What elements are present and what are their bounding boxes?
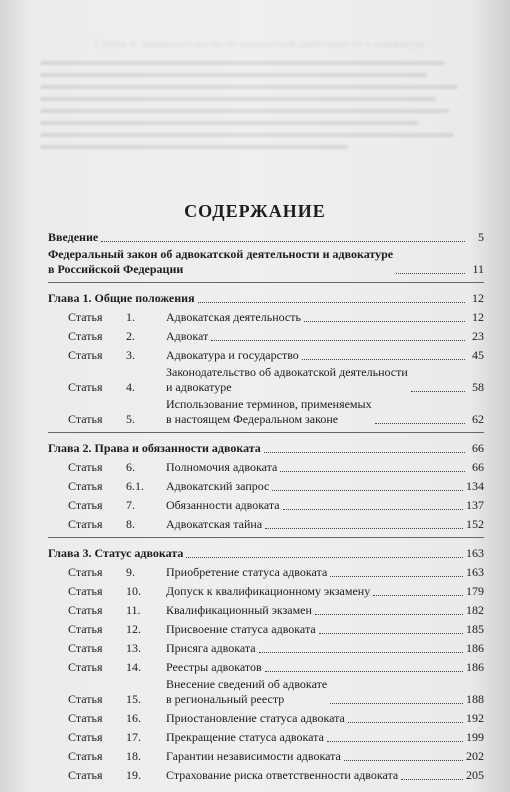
entry-title: Обязанности адвоката	[166, 498, 280, 512]
article-kind: Статья	[68, 517, 103, 531]
entry-title: Квалификационный экзамен	[166, 603, 312, 617]
toc-article-entry[interactable]	[48, 599, 484, 618]
dot-leader	[283, 509, 463, 510]
article-number: 17.	[126, 730, 141, 744]
page-number: 58	[472, 380, 484, 394]
article-kind: Статья	[68, 768, 103, 782]
article-number: 4.	[126, 380, 135, 394]
dot-leader	[304, 321, 465, 322]
page-number: 188	[466, 692, 484, 706]
toc-article-entry[interactable]	[48, 513, 484, 532]
page-number: 5	[478, 230, 484, 244]
article-number: 6.1.	[126, 479, 144, 493]
toc-article-entry[interactable]	[48, 656, 484, 675]
dot-leader	[198, 302, 465, 303]
article-number: 8.	[126, 517, 135, 531]
entry-title: Приобретение статуса адвоката	[166, 565, 328, 579]
article-number: 18.	[126, 749, 141, 763]
page-number: 62	[472, 412, 484, 426]
article-number: 9.	[126, 565, 135, 579]
page-number: 192	[466, 711, 484, 725]
page-number: 205	[466, 768, 484, 782]
page-number: 186	[466, 641, 484, 655]
toc-section-entry[interactable]	[48, 226, 484, 245]
toc-chapter-entry[interactable]	[48, 437, 484, 456]
section-divider	[48, 432, 484, 433]
entry-title: Гарантии независимости адвоката	[166, 749, 341, 763]
entry-title: Законодательство об адвокатской деятельности и адвокатуре	[166, 365, 408, 394]
entry-title: Адвокатура и государство	[166, 348, 299, 362]
entry-title: Адвокатская деятельность	[166, 310, 301, 324]
toc-article-entry[interactable]	[48, 707, 484, 726]
dot-leader	[319, 633, 463, 634]
dot-leader	[186, 557, 463, 558]
entry-title: Страхование риска ответственности адвоката	[166, 768, 399, 782]
toc-article-entry[interactable]	[48, 475, 484, 494]
dot-leader	[265, 528, 463, 529]
table-of-contents	[48, 226, 484, 783]
dot-leader	[264, 452, 465, 453]
article-kind: Статья	[68, 603, 103, 617]
page-number: 186	[466, 660, 484, 674]
toc-chapter-entry[interactable]	[48, 542, 484, 561]
toc-article-entry[interactable]	[48, 395, 484, 427]
section-divider	[48, 282, 484, 283]
toc-article-entry[interactable]	[48, 363, 484, 395]
entry-title: Допуск к квалификационному экзамену	[166, 584, 371, 598]
toc-article-entry[interactable]	[48, 561, 484, 580]
article-number: 6.	[126, 460, 135, 474]
dot-leader	[302, 359, 465, 360]
article-number: 12.	[126, 622, 141, 636]
dot-leader	[373, 595, 463, 596]
dot-leader	[315, 614, 463, 615]
dot-leader	[265, 671, 463, 672]
article-kind: Статья	[68, 749, 103, 763]
page-number: 182	[466, 603, 484, 617]
article-kind: Статья	[68, 348, 103, 362]
article-kind: Статья	[68, 565, 103, 579]
article-number: 19.	[126, 768, 141, 782]
dot-leader	[411, 391, 465, 392]
page-number: 12	[472, 291, 484, 305]
section-divider	[48, 537, 484, 538]
article-kind: Статья	[68, 329, 103, 343]
article-number: 10.	[126, 584, 141, 598]
page-number: 163	[466, 546, 484, 560]
toc-article-entry[interactable]	[48, 745, 484, 764]
article-kind: Статья	[68, 692, 103, 706]
dot-leader	[375, 423, 465, 424]
entry-title: Присяга адвоката	[166, 641, 256, 655]
dot-leader	[259, 652, 463, 653]
entry-title: Адвокат	[166, 329, 209, 343]
dot-leader	[330, 703, 463, 704]
toc-section-entry[interactable]	[48, 245, 484, 277]
page-number: 179	[466, 584, 484, 598]
toc-article-entry[interactable]	[48, 344, 484, 363]
toc-article-entry[interactable]	[48, 306, 484, 325]
article-kind: Статья	[68, 479, 103, 493]
page-number: 66	[472, 460, 484, 474]
entry-title: Федеральный закон об адвокатской деятельности и адвокатуре в Российской Федерации	[48, 247, 394, 276]
toc-article-entry[interactable]	[48, 726, 484, 745]
toc-article-entry[interactable]	[48, 456, 484, 475]
entry-title: Внесение сведений об адвокате в региональный реестр	[166, 677, 328, 706]
article-kind: Статья	[68, 730, 103, 744]
article-number: 15.	[126, 692, 141, 706]
article-number: 3.	[126, 348, 135, 362]
dot-leader	[401, 779, 463, 780]
toc-article-entry[interactable]	[48, 675, 484, 707]
entry-title: Прекращение статуса адвоката	[166, 730, 324, 744]
article-kind: Статья	[68, 711, 103, 725]
entry-title: Адвокатский запрос	[166, 479, 270, 493]
article-number: 1.	[126, 310, 135, 324]
entry-title: Глава 2. Права и обязанности адвоката	[48, 441, 261, 455]
article-number: 7.	[126, 498, 135, 512]
article-kind: Статья	[68, 622, 103, 636]
page-number: 12	[472, 310, 484, 324]
page-number: 163	[466, 565, 484, 579]
article-kind: Статья	[68, 641, 103, 655]
dot-leader	[101, 241, 465, 242]
entry-title: Адвокатская тайна	[166, 517, 263, 531]
entry-title: Введение	[48, 230, 99, 244]
entry-title: Глава 3. Статус адвоката	[48, 546, 184, 560]
entry-title: Приостановление статуса адвоката	[166, 711, 345, 725]
article-number: 16.	[126, 711, 141, 725]
dot-leader	[330, 576, 463, 577]
dot-leader	[211, 340, 465, 341]
article-number: 2.	[126, 329, 135, 343]
dot-leader	[344, 760, 463, 761]
dot-leader	[327, 741, 463, 742]
entry-title: Глава 1. Общие положения	[48, 291, 195, 305]
toc-article-entry[interactable]	[48, 494, 484, 513]
page-number: 134	[466, 479, 484, 493]
page-number: 185	[466, 622, 484, 636]
dot-leader	[348, 722, 463, 723]
toc-article-entry[interactable]	[48, 580, 484, 599]
page-number: 11	[472, 262, 484, 276]
article-kind: Статья	[68, 412, 103, 426]
article-number: 11.	[126, 603, 141, 617]
toc-article-entry[interactable]	[48, 325, 484, 344]
article-number: 14.	[126, 660, 141, 674]
page-title: СОДЕРЖАНИЕ	[184, 201, 326, 221]
toc-article-entry[interactable]	[48, 618, 484, 637]
entry-title: Присвоение статуса адвоката	[166, 622, 316, 636]
article-number: 13.	[126, 641, 141, 655]
article-kind: Статья	[68, 380, 103, 394]
page-number: 23	[472, 329, 484, 343]
article-kind: Статья	[68, 584, 103, 598]
page-number: 45	[472, 348, 484, 362]
page-number: 202	[466, 749, 484, 763]
page-number: 152	[466, 517, 484, 531]
ghost-header: Статья 4. Законодательство об адвокатской деятельности и адвокатуре	[95, 38, 425, 50]
entry-title: Использование терминов, применяемых в настоящем Федеральном законе	[166, 397, 372, 426]
entry-title: Реестры адвокатов	[166, 660, 262, 674]
toc-article-entry[interactable]	[48, 764, 484, 783]
article-kind: Статья	[68, 660, 103, 674]
dot-leader	[280, 471, 465, 472]
article-kind: Статья	[68, 460, 103, 474]
article-kind: Статья	[68, 310, 103, 324]
article-number: 5.	[126, 412, 135, 426]
toc-article-entry[interactable]	[48, 637, 484, 656]
page-number: 199	[466, 730, 484, 744]
toc-chapter-entry[interactable]	[48, 287, 484, 306]
page-number: 66	[472, 441, 484, 455]
bleed-through-text	[40, 38, 480, 188]
article-kind: Статья	[68, 498, 103, 512]
page-number: 137	[466, 498, 484, 512]
entry-title: Полномочия адвоката	[166, 460, 278, 474]
dot-leader	[272, 490, 463, 491]
dot-leader	[396, 273, 465, 274]
